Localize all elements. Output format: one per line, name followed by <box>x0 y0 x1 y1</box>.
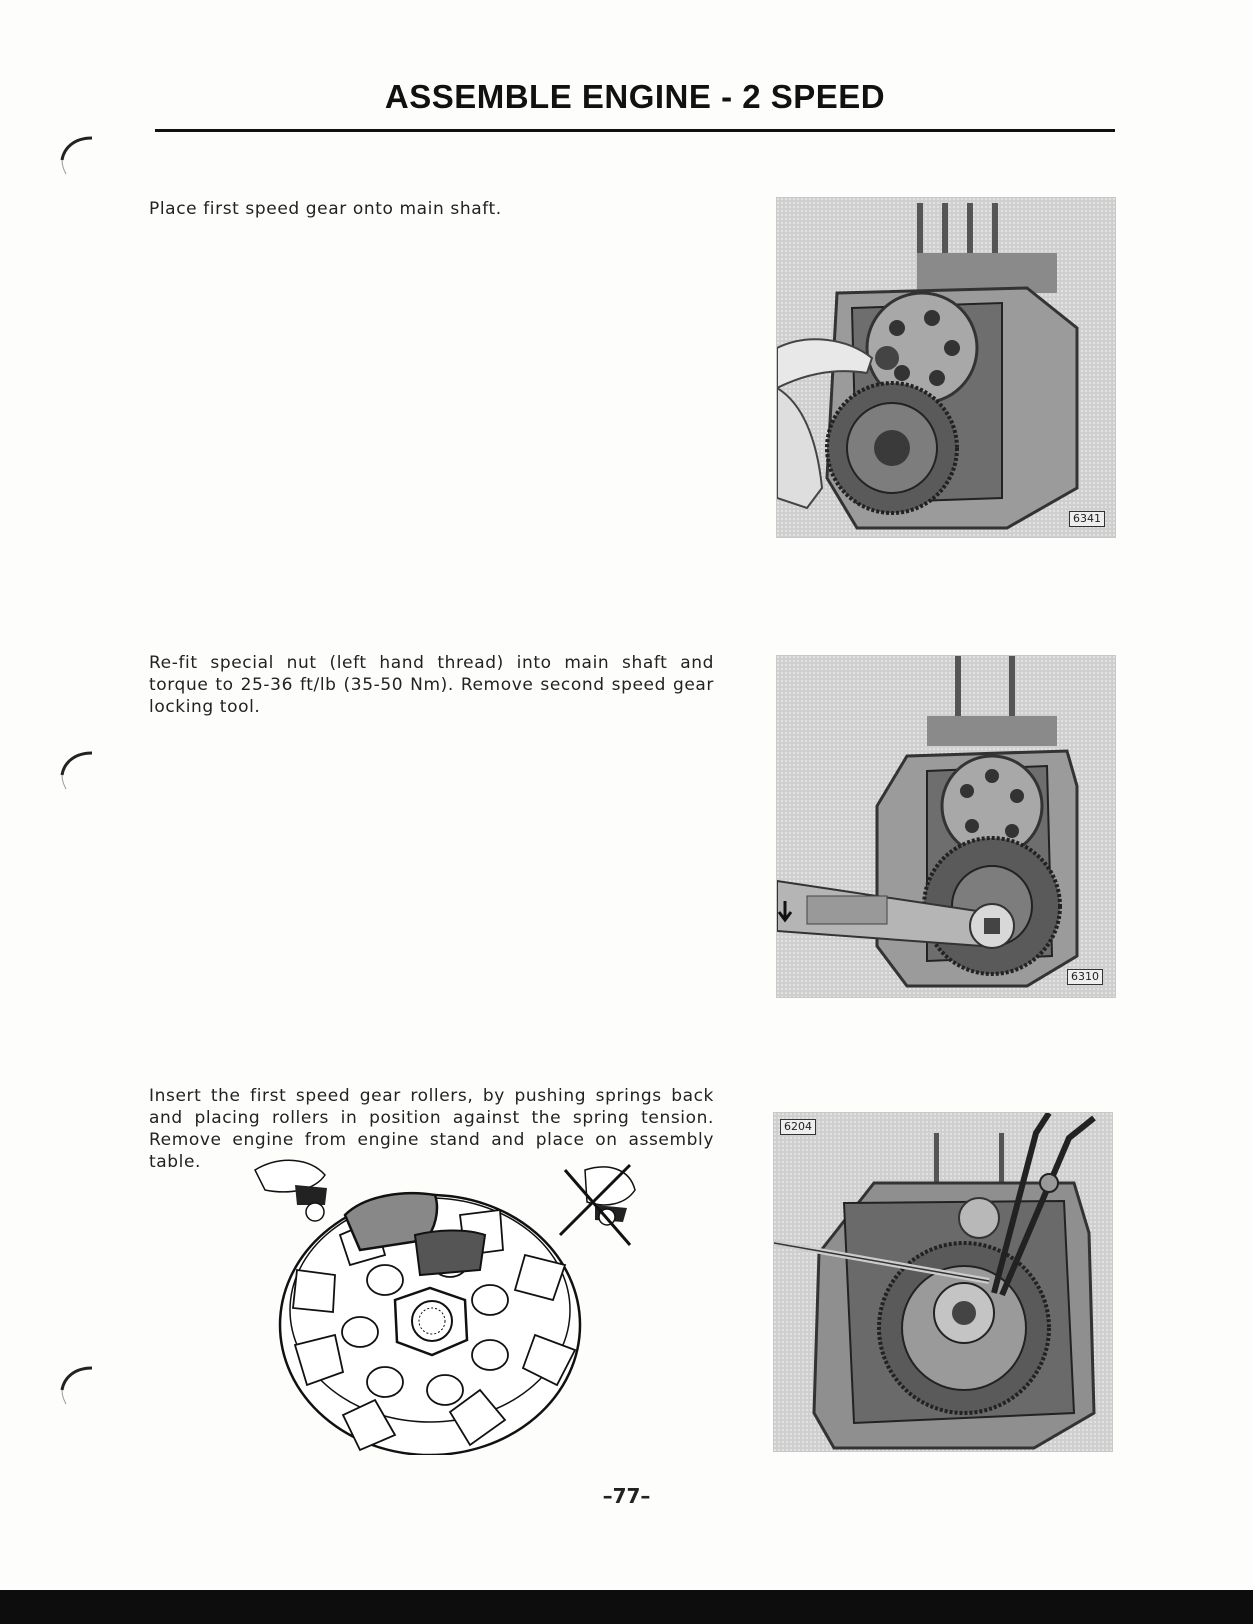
binder-hole-mark-top <box>52 130 112 190</box>
step-3-text: Insert the first speed gear rollers, by pushing springs back and placing rollers in position against the spring tension. Remove engine from engine stand and place on assembly table. <box>149 1086 714 1172</box>
page-number: –77– <box>602 1484 651 1508</box>
title-rule <box>155 129 1115 132</box>
step-3-photo <box>773 1112 1113 1452</box>
step-1-photo <box>776 197 1116 538</box>
binder-hole-mark-middle <box>52 745 112 805</box>
page-title: ASSEMBLE ENGINE - 2 SPEED <box>384 78 886 115</box>
step-3-photo-number: 6204 <box>780 1119 816 1135</box>
step-1-photo-number: 6341 <box>1069 511 1105 527</box>
engine-photo-illustration <box>777 198 1116 538</box>
step-1-text: Place first speed gear onto main shaft. <box>149 199 502 219</box>
binder-hole-mark-bottom <box>52 1360 112 1420</box>
roller-insertion-photo-illustration <box>774 1113 1113 1452</box>
step-2-photo-number: 6310 <box>1067 969 1103 985</box>
engine-wrench-photo-illustration <box>777 656 1116 998</box>
scan-bottom-edge <box>0 1590 1253 1624</box>
step-2-photo <box>776 655 1116 998</box>
roller-placement-diagram <box>235 1150 655 1455</box>
step-2-text: Re-fit special nut (left hand thread) into main shaft and torque to 25-36 ft/lb (35-50 Nm). Remove second speed gear locking tool. <box>149 653 714 717</box>
